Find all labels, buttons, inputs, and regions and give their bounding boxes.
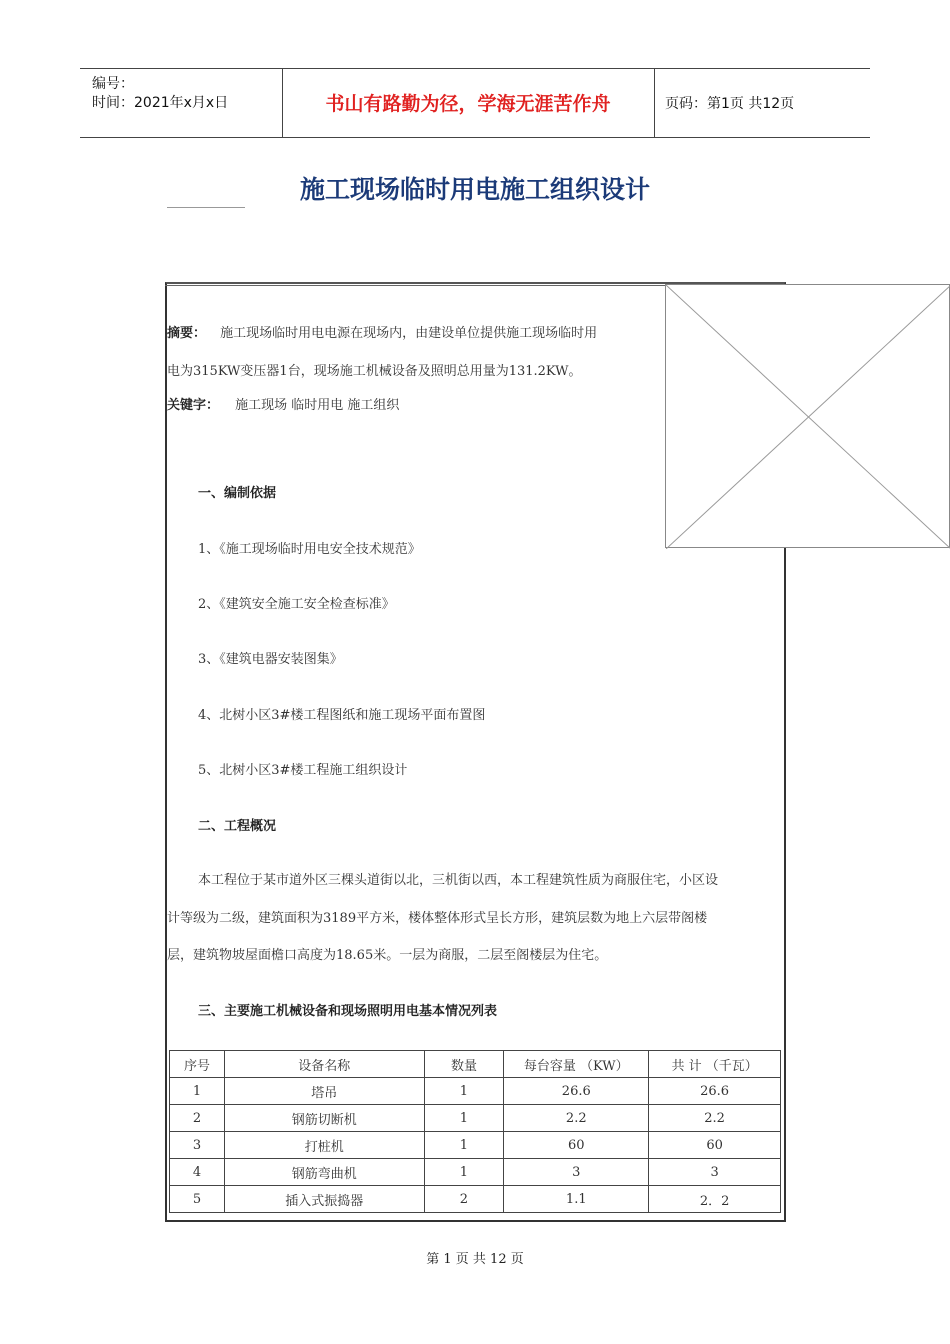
table-cell: 1.1 [504, 1186, 649, 1213]
number-label: 编号： [92, 76, 134, 92]
table-cell: 塔吊 [224, 1078, 424, 1105]
section1-heading: 一、编制依据 [198, 486, 277, 501]
abstract-label: 摘要： [167, 326, 207, 341]
time-label: 时间：2021年x月x日 [92, 95, 229, 111]
table-row [170, 1078, 781, 1105]
table-cell: 钢筋切断机 [224, 1105, 424, 1132]
table-cell: 3 [649, 1159, 781, 1186]
table-cell: 2.2 [504, 1105, 649, 1132]
table-header-cell: 数量 [424, 1051, 504, 1078]
table-cell: 2．2 [649, 1186, 781, 1213]
basis-item: 1、《施工现场临时用电安全技术规范》 [198, 542, 421, 557]
overview-line: 层，建筑物坡屋面檐口高度为18.65米。一层为商服，二层至阁楼层为住宅。 [167, 948, 608, 963]
table-header-cell: 共 计 （千瓦） [649, 1051, 781, 1078]
abstract-text-1: 施工现场临时用电电源在现场内，由建设单位提供施工现场临时用 [220, 326, 598, 341]
table-header-cell: 序号 [170, 1051, 225, 1078]
table-cell: 26.6 [649, 1078, 781, 1105]
header-motto: 书山有路勤为径，学海无涯苦作舟 [282, 69, 655, 137]
table-cell: 60 [649, 1132, 781, 1159]
abstract-text-2: 电为315KW变压器1台，现场施工机械设备及照明总用量为131.2KW。 [167, 364, 582, 379]
page-footer: 第 1 页 共 12 页 [426, 1252, 524, 1267]
keywords-text: 施工现场 临时用电 施工组织 [235, 398, 400, 413]
keywords-line [167, 394, 399, 413]
table-cell: 1 [424, 1132, 504, 1159]
table-cell: 1 [424, 1159, 504, 1186]
overview-line: 本工程位于某市道外区三棵头道街以北，三机街以西，本工程建筑性质为商服住宅，小区设 [198, 873, 719, 888]
table-row [170, 1159, 781, 1186]
table-cell: 打桩机 [224, 1132, 424, 1159]
table-cell: 60 [504, 1132, 649, 1159]
table-row [170, 1186, 781, 1213]
header-page-info: 页码：第1页 共12页 [665, 96, 795, 112]
header-meta-cell [80, 69, 283, 137]
table-cell: 插入式振捣器 [224, 1186, 424, 1213]
frame-inner-line [165, 285, 665, 286]
table-cell: 1 [170, 1078, 225, 1105]
basis-item: 4、北树小区3#楼工程图纸和施工现场平面布置图 [198, 708, 486, 723]
table-cell: 3 [504, 1159, 649, 1186]
basis-item: 2、《建筑安全施工安全检查标准》 [198, 597, 395, 612]
placeholder-cross-icon [666, 285, 950, 549]
keywords-label: 关键字： [167, 398, 220, 413]
title-underline [167, 207, 245, 208]
abstract-line-1 [167, 322, 597, 341]
table-row [170, 1105, 781, 1132]
table-cell: 2 [170, 1105, 225, 1132]
overview-line: 计等级为二级，建筑面积为3189平方米，楼体整体形式呈长方形，建筑层数为地上六层带阁楼 [167, 911, 708, 926]
document-header [80, 68, 870, 138]
basis-item: 3、《建筑电器安装图集》 [198, 652, 343, 667]
equipment-table [169, 1050, 781, 1213]
table-cell: 2.2 [649, 1105, 781, 1132]
table-header-row [170, 1051, 781, 1078]
table-row [170, 1132, 781, 1159]
table-header-cell: 每台容量 （KW） [504, 1051, 649, 1078]
image-placeholder [665, 284, 950, 548]
table-cell: 3 [170, 1132, 225, 1159]
document-title: 施工现场临时用电施工组织设计 [299, 175, 650, 204]
basis-item: 5、北树小区3#楼工程施工组织设计 [198, 763, 408, 778]
table-header-cell: 设备名称 [224, 1051, 424, 1078]
section3-heading: 三、主要施工机械设备和现场照明用电基本情况列表 [198, 1004, 498, 1019]
section2-heading: 二、工程概况 [198, 819, 277, 834]
table-cell: 4 [170, 1159, 225, 1186]
table-cell: 5 [170, 1186, 225, 1213]
table-cell: 1 [424, 1078, 504, 1105]
table-cell: 26.6 [504, 1078, 649, 1105]
table-cell: 1 [424, 1105, 504, 1132]
table-cell: 钢筋弯曲机 [224, 1159, 424, 1186]
table-cell: 2 [424, 1186, 504, 1213]
